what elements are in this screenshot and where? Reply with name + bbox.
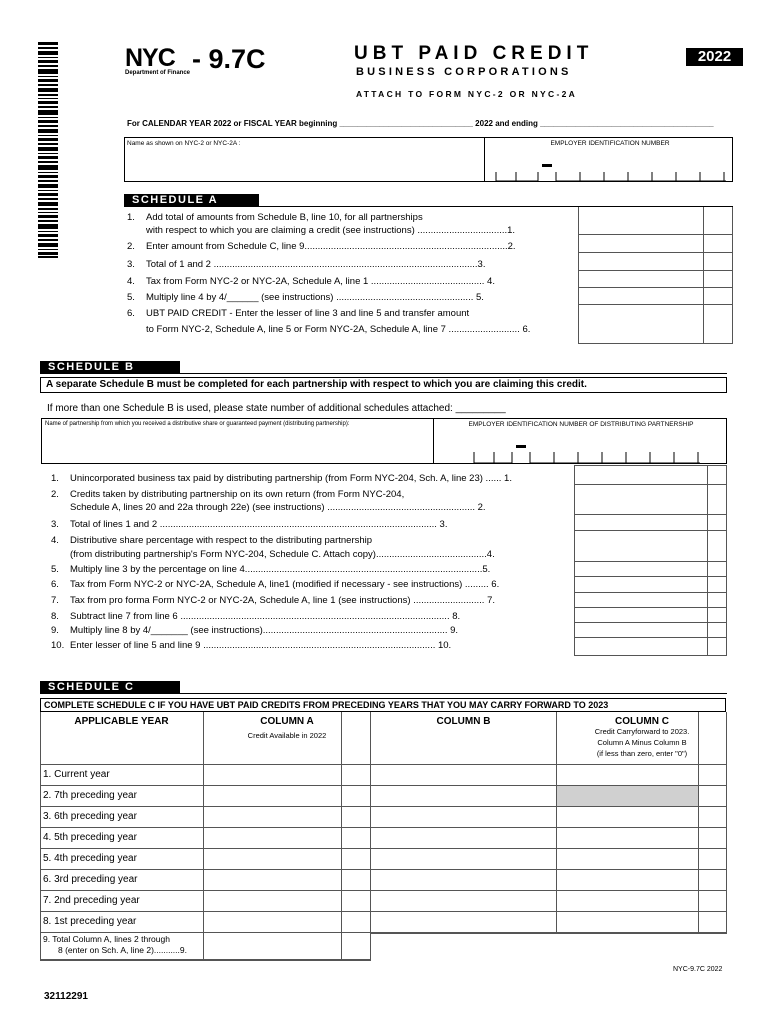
row-divider [574,484,727,485]
row-divider [40,848,727,849]
sched-b-line-7-text: Tax from pro forma Form NYC-2 or NYC-2A, Schedule A, line 1 (see instructions) ........................... 7. [70,595,495,606]
row-divider [574,514,727,515]
sched-a-line-6-text: UBT PAID CREDIT - Enter the lesser of line 3 and line 5 and transfer amount [146,308,470,319]
sched-c-row-8: 8. 1st preceding year [43,916,137,927]
form-number: - 9.7C [192,44,266,74]
row-divider [578,287,733,288]
name-label: Name as shown on NYC-2 or NYC-2A : [127,140,241,147]
sched-a-amount-column [578,207,733,344]
department-label: Department of Finance [125,70,191,76]
row-divider [40,806,727,807]
sched-b-line-10-num: 10. [51,640,65,651]
row-divider [574,592,727,593]
tax-period-line[interactable]: For CALENDAR YEAR 2022 or FISCAL YEAR beginning ______________________________ 2022 and ending _______________________________________ [127,119,714,128]
sched-b-line-3-num: 3. [51,519,59,530]
attach-instruction: ATTACH TO FORM NYC-2 OR NYC-2A [356,89,578,99]
schedule-c-header: SCHEDULE C [40,681,180,694]
col-c-subhead-1: Credit Carryforward to 2023. [594,727,690,736]
col-c-subhead-2: Column A Minus Column B [597,738,687,747]
tax-year-badge: 2022 [686,48,743,66]
schedule-c-instruction: COMPLETE SCHEDULE C IF YOU HAVE UBT PAID CREDITS FROM PRECEDING YEARS THAT YOU MAY CARRY FORWARD TO 2023 [40,698,726,712]
sched-a-line-6-num: 6. [127,308,135,319]
sched-b-line-5-text: Multiply line 3 by the percentage on line 4..........................................................................................5. [70,564,491,575]
sched-a-line-5-num: 5. [127,292,135,303]
row-divider [574,576,727,577]
row-divider [578,304,733,305]
sched-a-line-4-num: 4. [127,276,135,287]
col-applicable-year-head: APPLICABLE YEAR [74,716,169,727]
row-divider [574,655,727,656]
schedule-a-header: SCHEDULE A [124,194,259,207]
sched-a-line-2-num: 2. [127,241,135,252]
schedule-b-header: SCHEDULE B [40,361,180,374]
blank-area [371,933,727,961]
row-divider [578,252,733,253]
additional-schedules-line[interactable]: If more than one Schedule B is used, please state number of additional schedules attached: _________ [47,403,506,414]
row-divider [578,270,733,271]
shaded-cell [557,786,698,806]
row-divider [574,530,727,531]
sched-b-line-4-num: 4. [51,535,59,546]
sched-c-row-6: 6. 3rd preceding year [43,874,138,885]
sched-a-line-1-text: Add total of amounts from Schedule B, line 10, for all partnerships [146,212,423,223]
col-c-head: COLUMN C [615,716,669,727]
divider [433,418,434,464]
row-divider [574,637,727,638]
col-a-head: COLUMN A [260,716,314,727]
barcode [38,42,58,258]
sched-b-line-7-num: 7. [51,595,59,606]
sched-b-line-5-num: 5. [51,564,59,575]
sched-c-row-4: 4. 5th preceding year [43,832,137,843]
row-divider [40,869,727,870]
form-title: UBT PAID CREDIT [354,43,594,64]
partnership-ein-label: EMPLOYER IDENTIFICATION NUMBER OF DISTRIBUTING PARTNERSHIP [468,421,694,428]
cents-divider [703,207,704,344]
col-divider [203,712,204,960]
sched-b-line-1-text: Unincorporated business tax paid by distributing partnership (from Form NYC-204, Sch. A, line 23) ...... 1. [70,473,512,484]
row-divider [578,343,733,344]
sched-c-row-3: 3. 6th preceding year [43,811,137,822]
divider [484,137,485,182]
sched-b-line-2-text2: Schedule A, lines 20 and 22a through 22e) (see instructions) ........................................................ 2. [70,502,486,513]
sched-a-line-2-text: Enter amount from Schedule C, line 9.............................................................................2. [146,241,516,252]
col-divider [341,712,342,960]
partnership-name-label: Name of partnership from which you received a distributive share or guaranteed payment (distributing partnership): [45,421,350,427]
col-c-subhead-3: (if less than zero, enter "0") [596,749,688,758]
row-divider [40,911,727,912]
divider [40,693,727,694]
ein-digit-boxes[interactable] [486,150,732,182]
form-code: 32112291 [44,991,88,1002]
row-divider [40,890,727,891]
ein-label: EMPLOYER IDENTIFICATION NUMBER [550,140,670,147]
sched-c-row-5: 5. 4th preceding year [43,853,137,864]
sched-a-line-3-text: Total of 1 and 2 ....................................................................................................3. [146,259,486,270]
sched-b-line-8-text: Subtract line 7 from line 6 ...................................................................................................... 8. [70,611,461,622]
schedule-b-instruction: A separate Schedule B must be completed for each partnership with respect to which you are claiming this credit. [40,377,727,393]
partnership-ein-digit-boxes[interactable] [462,432,728,464]
sched-c-row-1: 1. Current year [43,769,110,780]
sched-b-line-9-num: 9. [51,625,59,636]
sched-b-line-8-num: 8. [51,611,59,622]
sched-b-line-1-num: 1. [51,473,59,484]
col-divider [370,933,371,960]
sched-b-line-6-text: Tax from Form NYC-2 or NYC-2A, Schedule A, line1 (modified if necessary - see instructions) ......... 6. [70,579,500,590]
sched-a-line-5-text: Multiply line 4 by 4/______ (see instructions) .................................................... 5. [146,292,484,303]
row-divider [40,960,371,961]
col-divider [341,933,342,960]
row-divider [574,622,727,623]
sched-b-line-9-text: Multiply line 8 by 4/_______ (see instructions)...................................................................... 9. [70,625,459,636]
sched-b-line-4-text: Distributive share percentage with respect to the distributing partnership [70,535,373,546]
sched-a-line-3-num: 3. [127,259,135,270]
sched-a-line-6-text2: to Form NYC-2, Schedule A, line 5 or Form NYC-2A, Schedule A, line 7 ........................... 6. [146,324,531,335]
row-divider [574,561,727,562]
form-footer-id: NYC-9.7C 2022 [673,966,723,973]
sched-b-line-6-num: 6. [51,579,59,590]
divider [40,373,727,374]
form-subtitle: BUSINESS CORPORATIONS [356,66,572,78]
nyc-logo: NYC [125,44,175,72]
row-divider [574,607,727,608]
sched-b-line-3-text: Total of lines 1 and 2 ......................................................................................................... 3. [70,519,448,530]
sched-b-line-4-text2: (from distributing partnership's Form NYC-204, Schedule C. Attach copy)..........................................4. [70,549,495,560]
row-divider [40,827,727,828]
sched-a-line-4-text: Tax from Form NYC-2 or NYC-2A, Schedule A, line 1 ........................................... 4. [146,276,495,287]
sched-a-line-1-num: 1. [127,212,135,223]
sched-c-row-7: 7. 2nd preceding year [43,895,140,906]
sched-b-line-2-text: Credits taken by distributing partnership on its own return (from Form NYC-204, [70,489,405,500]
col-a-subhead: Credit Available in 2022 [247,731,327,740]
col-b-head: COLUMN B [436,716,491,727]
sched-c-total-label-1: 9. Total Column A, lines 2 through [43,934,170,944]
col-divider [370,712,371,933]
sched-a-line-1-text2: with respect to which you are claiming a credit (see instructions) ..................................1. [146,225,516,236]
sched-b-line-2-num: 2. [51,489,59,500]
row-divider [578,234,733,235]
sched-c-total-label-2: 8 (enter on Sch. A, line 2)...........9. [58,945,187,955]
sched-c-row-2: 2. 7th preceding year [43,790,137,801]
sched-b-line-10-text: Enter lesser of line 5 and line 9 ........................................................................................ 10. [70,640,452,651]
row-divider [40,764,727,765]
